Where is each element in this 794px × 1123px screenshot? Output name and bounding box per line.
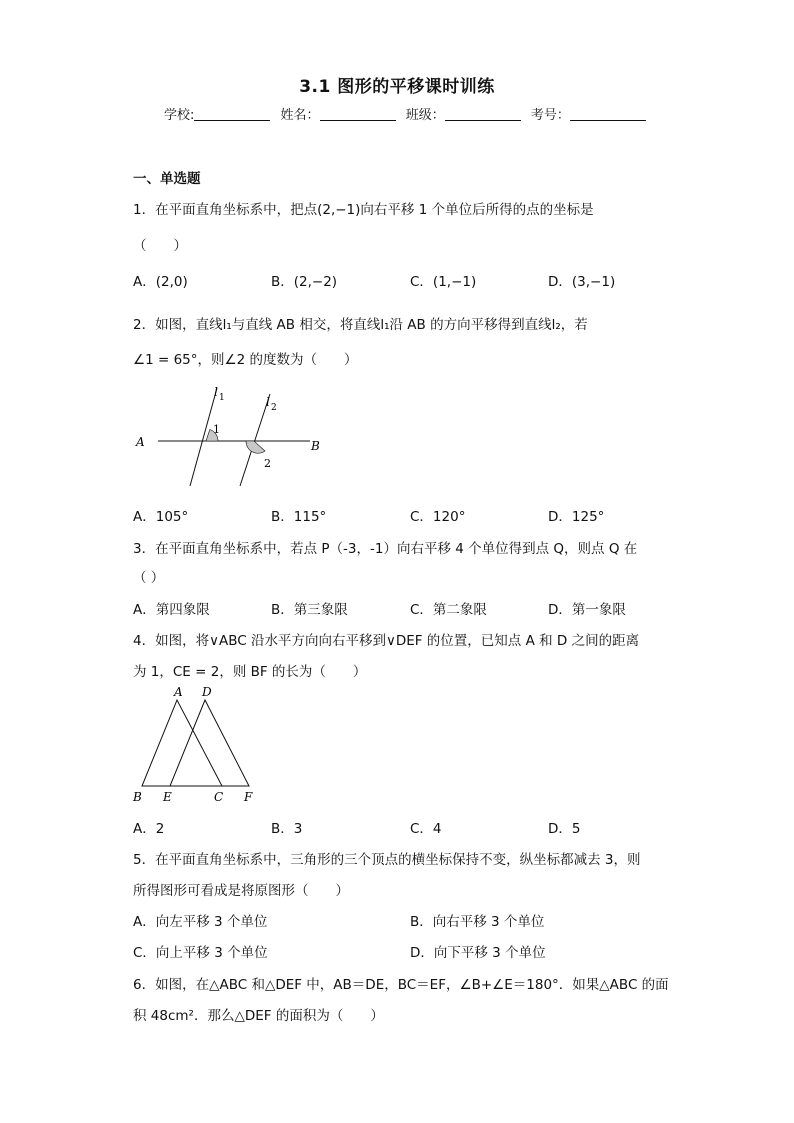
triangle-abc (142, 700, 222, 786)
question-5-option-a[interactable]: A．向左平移 3 个单位 (133, 914, 268, 930)
question-5-line1: 5．在平面直角坐标系中，三角形的三个顶点的横坐标保持不变，纵坐标都减去 3，则 (133, 852, 641, 868)
question-1-line1: 1．在平面直角坐标系中，把点(2,−1)向右平移 1 个单位后所得的点的坐标是 (133, 202, 594, 218)
label-l1: l (214, 385, 218, 399)
question-4-line2: 为 1，CE = 2，则 BF 的长为（ ） (133, 664, 367, 680)
question-2-option-b[interactable]: B．115° (271, 509, 327, 525)
label-a: A (174, 685, 183, 699)
question-1-line2: （ ） (133, 238, 187, 254)
question-2-line2: ∠1 = 65°，则∠2 的度数为（ ） (133, 352, 358, 368)
label-l2-sub: 2 (271, 403, 277, 413)
school-label: 学校: (164, 108, 195, 123)
question-3-option-d[interactable]: D．第一象限 (548, 602, 626, 618)
label-b: B (311, 439, 320, 453)
label-l1-sub: 1 (219, 393, 225, 403)
question-2-option-a[interactable]: A．105° (133, 509, 189, 525)
question-4-option-c[interactable]: C．4 (410, 821, 442, 837)
page-title: 3.1 图形的平移课时训练 (299, 77, 495, 97)
section-title: 一、单选题 (133, 171, 201, 187)
question-3-line2: （ ） (133, 570, 165, 586)
exam-no-label: 考号： (530, 108, 570, 123)
label-a: A (136, 435, 145, 449)
label-d: D (202, 685, 212, 699)
question-5-option-b[interactable]: B．向右平移 3 个单位 (410, 914, 545, 930)
triangle-def (170, 700, 249, 786)
name-blank[interactable] (320, 108, 396, 121)
label-c: C (214, 790, 224, 804)
question-5-option-d[interactable]: D．向下平移 3 个单位 (410, 945, 546, 961)
question-6-line2: 积 48cm²．那么△DEF 的面积为（ ） (133, 1008, 384, 1024)
question-2-line1: 2．如图，直线l₁与直线 AB 相交，将直线l₁沿 AB 的方向平移得到直线l₂，若 (133, 317, 588, 333)
name-label: 姓名： (280, 108, 320, 123)
question-3-option-c[interactable]: C．第二象限 (410, 602, 487, 618)
question-4-option-a[interactable]: A．2 (133, 821, 165, 837)
question-4-line1: 4．如图，将∨ABC 沿水平方向向右平移到∨DEF 的位置，已知点 A 和 D 之间的距离 (133, 633, 640, 649)
question-4-option-d[interactable]: D．5 (548, 821, 581, 837)
question-3-option-b[interactable]: B．第三象限 (271, 602, 348, 618)
student-info-line (164, 104, 652, 123)
label-b: B (133, 790, 142, 804)
class-blank[interactable] (445, 108, 521, 121)
triangle-translation-figure (128, 684, 268, 806)
question-1-option-b[interactable]: B．(2,−2) (271, 274, 338, 290)
question-1-option-a[interactable]: A．(2,0) (133, 274, 188, 290)
question-1-option-d[interactable]: D．(3,−1) (548, 274, 616, 290)
question-3-line1: 3．在平面直角坐标系中，若点 P（-3，-1）向右平移 4 个单位得到点 Q，则点 Q 在 (133, 541, 638, 557)
label-angle-1: 1 (213, 423, 220, 436)
label-l2: l (266, 395, 270, 409)
question-5-option-c[interactable]: C．向上平移 3 个单位 (133, 945, 268, 961)
exam-no-blank[interactable] (570, 108, 646, 121)
school-blank[interactable] (194, 108, 270, 121)
class-label: 班级： (405, 108, 445, 123)
question-5-line2: 所得图形可看成是将原图形（ ） (133, 883, 349, 899)
angle-2-mark (246, 441, 265, 453)
question-1-option-c[interactable]: C．(1,−1) (410, 274, 477, 290)
label-angle-2: 2 (264, 457, 271, 470)
question-3-option-a[interactable]: A．第四象限 (133, 602, 210, 618)
question-6-line1: 6．如图，在△ABC 和△DEF 中，AB＝DE，BC＝EF，∠B+∠E＝180°．如果△ABC 的面 (133, 977, 669, 993)
label-e: E (163, 790, 172, 804)
question-2-option-c[interactable]: C．120° (410, 509, 466, 525)
label-f: F (244, 790, 253, 804)
question-2-option-d[interactable]: D．125° (548, 509, 605, 525)
parallel-lines-figure (130, 380, 330, 490)
question-4-option-b[interactable]: B．3 (271, 821, 303, 837)
